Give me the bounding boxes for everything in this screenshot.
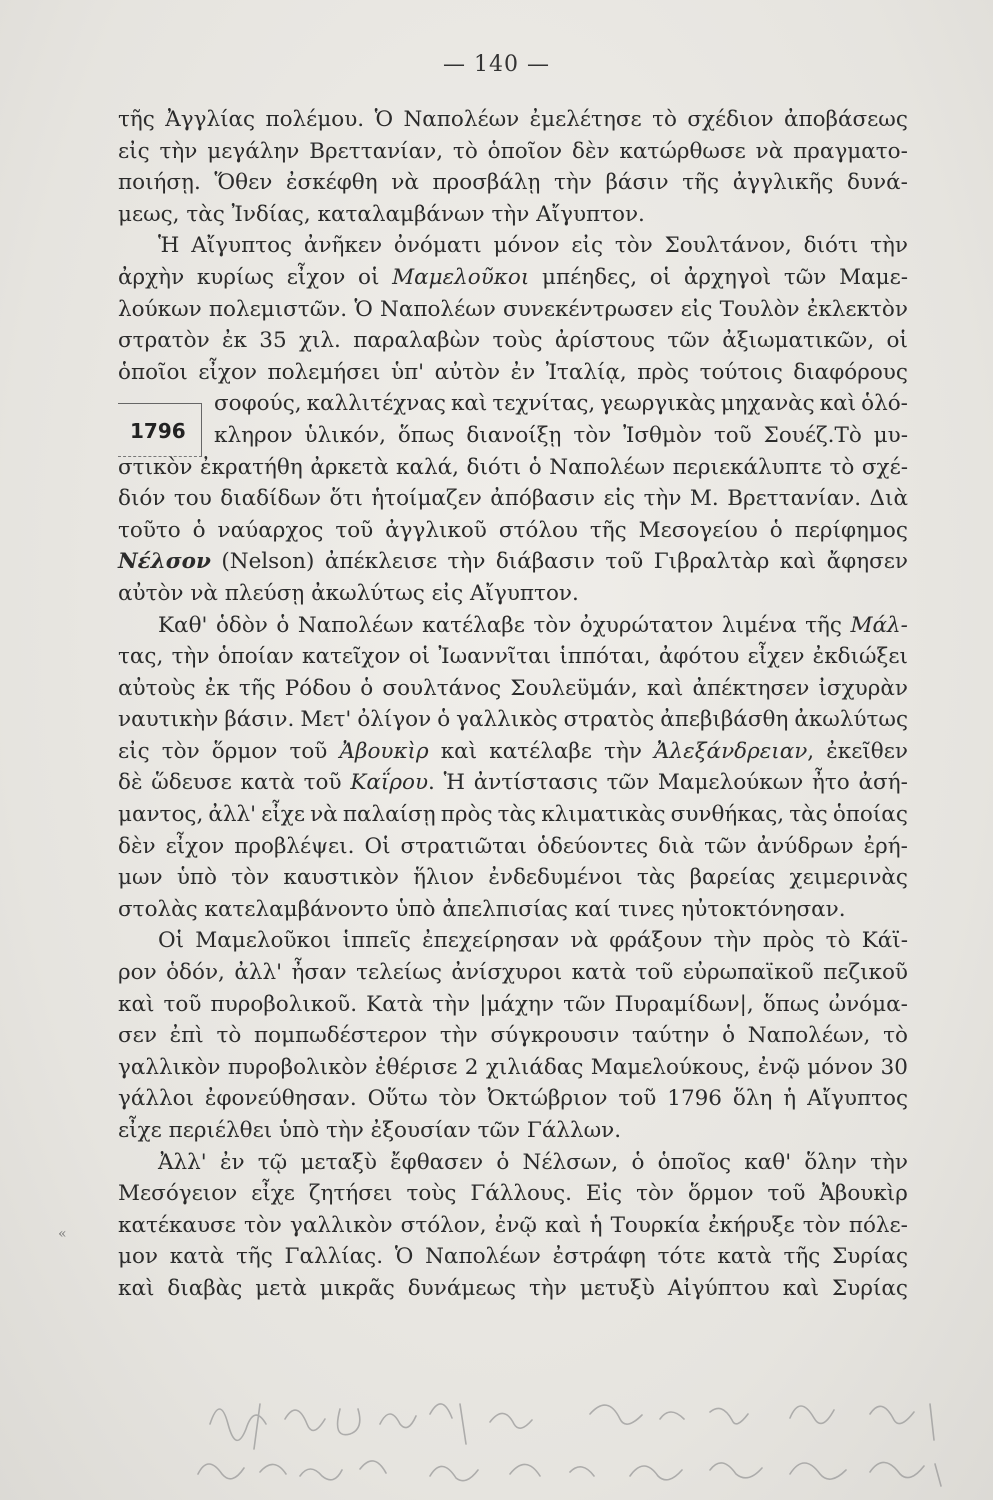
bold-name: Νέλσον bbox=[118, 549, 211, 575]
stray-mark: « bbox=[58, 1226, 67, 1242]
text-line: δὲ ὥδευσε κατὰ τοῦ Καΐρου. Ἡ ἀντίστασις τῶν Μαμελούκων ἦτο ἀσή- bbox=[118, 770, 908, 796]
italic-term: Ἀβουκὶρ bbox=[339, 738, 429, 764]
italic-term: Μαμελοῦκοι bbox=[392, 264, 530, 290]
text-line: αὐτὸν νὰ πλεύσῃ ἀκωλύτως εἰς Αἴγυπτον. bbox=[118, 580, 579, 606]
text-line: Οἱ Μαμελοῦκοι ἱππεῖς ἐπεχείρησαν νὰ φράξουν τὴν πρὸς τὸ Κάϊ- bbox=[158, 928, 908, 954]
text-line: μον κατὰ τῆς Γαλλίας. Ὁ Ναπολέων ἐστράφη τότε κατὰ τῆς Συρίας bbox=[118, 1244, 908, 1270]
text-line: σοφούς, καλλιτέχνας καὶ τεχνίτας, γεωργικὰς μηχανὰς καὶ ὁλό- bbox=[214, 391, 908, 417]
italic-term: Καΐρου bbox=[350, 770, 429, 796]
text-line: εἰς τὸν ὅρμον τοῦ Ἀβουκὶρ καὶ κατέλαβε τὴν Ἀλεξάνδρειαν, ἐκεῖθεν bbox=[118, 738, 908, 764]
text-line: τας, τὴν ὁποίαν κατεῖχον οἱ Ἰωαννῖται ἱππόται, ἀφότου εἶχεν ἐκδιώξει bbox=[118, 644, 908, 670]
text-line: ποιήσῃ. Ὅθεν ἐσκέφθη νὰ προσβάλῃ τὴν βάσιν τῆς ἀγγλικῆς δυνά- bbox=[118, 170, 908, 196]
text-line: κατέκαυσε τὸν γαλλικὸν στόλον, ἐνῷ καὶ ἡ Τουρκία ἐκήρυξε τὸν πόλε- bbox=[118, 1212, 908, 1238]
text-line: στικὸν ἐκρατήθη ἀρκετὰ καλά, διότι ὁ Ναπολέων περιεκάλυπτε τὸ σχέ- bbox=[118, 454, 908, 480]
page-number: — 140 — bbox=[443, 52, 550, 77]
italic-term: Ἀλεξάνδρειαν bbox=[654, 738, 808, 764]
text-line: μεως, τὰς Ἰνδίας, καταλαμβάνων τὴν Αἴγυπτον. bbox=[118, 201, 645, 227]
text-line: γάλλοι ἐφονεύθησαν. Οὕτω τὸν Ὀκτώβριον τοῦ 1796 ὅλη ἡ Αἴγυπτος bbox=[118, 1086, 908, 1112]
text-line: Νέλσον (Nelson) ἀπέκλεισε τὴν διάβασιν τοῦ Γιβραλτὰρ καὶ ἄφησεν bbox=[118, 549, 908, 575]
body-text bbox=[118, 104, 908, 1305]
text-line: ἀρχὴν κυρίως εἶχον οἱ Μαμελοῦκοι μπέηδες, οἱ ἀρχηγοὶ τῶν Μαμε- bbox=[118, 264, 908, 290]
text-line: εἰς τὴν μεγάλην Βρεττανίαν, τὸ ὁποῖον δὲν κατώρθωσε νὰ πραγματο- bbox=[118, 138, 908, 164]
handwritten-scribble-icon bbox=[190, 1384, 970, 1494]
text-line: Ἀλλ' ἐν τῷ μεταξὺ ἔφθασεν ὁ Νέλσων, ὁ ὁποῖος καθ' ὅλην τὴν bbox=[158, 1149, 908, 1175]
text-line: γαλλικὸν πυροβολικὸν ἐθέρισε 2 χιλιάδας Μαμελούκους, ἐνῷ μόνον 30 bbox=[118, 1054, 908, 1080]
text-line: αὐτοὺς ἐκ τῆς Ρόδου ὁ σουλτάνος Σουλεϋμάν, καὶ ἀπέκτησεν ἰσχυρὰν bbox=[118, 675, 908, 701]
text-line: Ἡ Αἴγυπτος ἀνῆκεν ὀνόματι μόνον εἰς τὸν Σουλτάνον, διότι τὴν bbox=[158, 233, 908, 259]
text-line: στολὰς κατελαμβάνοντο ὑπὸ ἀπελπισίας καί τινες ηὐτοκτόνησαν. bbox=[118, 896, 846, 922]
text-line: Καθ' ὁδὸν ὁ Ναπολέων κατέλαβε τὸν ὀχυρώτατον λιμένα τῆς Μάλ- bbox=[158, 612, 908, 638]
text-line: διόν του διαδίδων ὅτι ἡτοίμαζεν ἀπόβασιν εἰς τὴν Μ. Βρεττανίαν. Διὰ bbox=[118, 486, 908, 512]
text-line: μων ὑπὸ τὸν καυστικὸν ἥλιον ἐνδεδυμένοι τὰς βαρείας χειμερινὰς bbox=[118, 865, 908, 891]
text-line: στρατὸν ἐκ 35 χιλ. παραλαβὼν τοὺς ἀρίστους τῶν ἀξιωματικῶν, οἱ bbox=[118, 328, 908, 354]
text-line: καὶ τοῦ πυροβολικοῦ. Κατὰ τὴν |μάχην τῶν Πυραμίδων|, ὅπως ὠνόμα- bbox=[118, 991, 908, 1017]
text-line: μαντος, ἀλλ' εἶχε νὰ παλαίσῃ πρὸς τὰς κλιματικὰς συνθήκας, τὰς ὁποίας bbox=[118, 802, 908, 828]
text-line: τῆς Ἀγγλίας πολέμου. Ὁ Ναπολέων ἐμελέτησε τὸ σχέδιον ἀποβάσεως bbox=[118, 107, 908, 132]
text-line: Μεσόγειον εἶχε ζητήσει τοὺς Γάλλους. Εἰς τὸν ὅρμον τοῦ Ἀβουκὶρ bbox=[118, 1181, 908, 1207]
text-line: ναυτικὴν βάσιν. Μετ' ὀλίγον ὁ γαλλικὸς στρατὸς ἀπεβιβάσθη ἀκωλύτως bbox=[118, 707, 908, 733]
text-line: τοῦτο ὁ ναύαρχος τοῦ ἀγγλικοῦ στόλου τῆς Μεσογείου ὁ περίφημος bbox=[118, 517, 908, 543]
margin-year-note: 1796 bbox=[118, 403, 202, 457]
text-line: κληρον ὑλικόν, ὅπως διανοίξῃ τὸν Ἰσθμὸν τοῦ Σουέζ.Τὸ μυ- bbox=[214, 422, 908, 448]
text-line: λούκων πολεμιστῶν. Ὁ Ναπολέων συνεκέντρωσεν εἰς Τουλὸν ἐκλεκτὸν bbox=[118, 296, 908, 322]
text-line: εἶχε περιέλθει ὑπὸ τὴν ἐξουσίαν τῶν Γάλλων. bbox=[118, 1118, 622, 1143]
text-line: σεν ἐπὶ τὸ πομπωδέστερον τὴν σύγκρουσιν ταύτην ὁ Ναπολέων, τὸ bbox=[118, 1023, 908, 1049]
text-line: ρον ὁδόν, ἀλλ' ἦσαν τελείως ἀνίσχυροι κατὰ τοῦ εὐρωπαϊκοῦ πεζικοῦ bbox=[118, 960, 908, 986]
text-line: ὁποῖοι εἶχον πολεμήσει ὑπ' αὐτὸν ἐν Ἰταλίᾳ, πρὸς τούτοις διαφόρους bbox=[118, 359, 908, 385]
text-line: δὲν εἶχον προβλέψει. Οἱ στρατιῶται ὁδεύοντες διὰ τῶν ἀνύδρων ἐρή- bbox=[118, 833, 908, 859]
text-line: καὶ διαβὰς μετὰ μικρᾶς δυνάμεως τὴν μετυξὺ Αἰγύπτου καὶ Συρίας bbox=[118, 1275, 908, 1301]
italic-term: Μάλ- bbox=[850, 612, 908, 638]
